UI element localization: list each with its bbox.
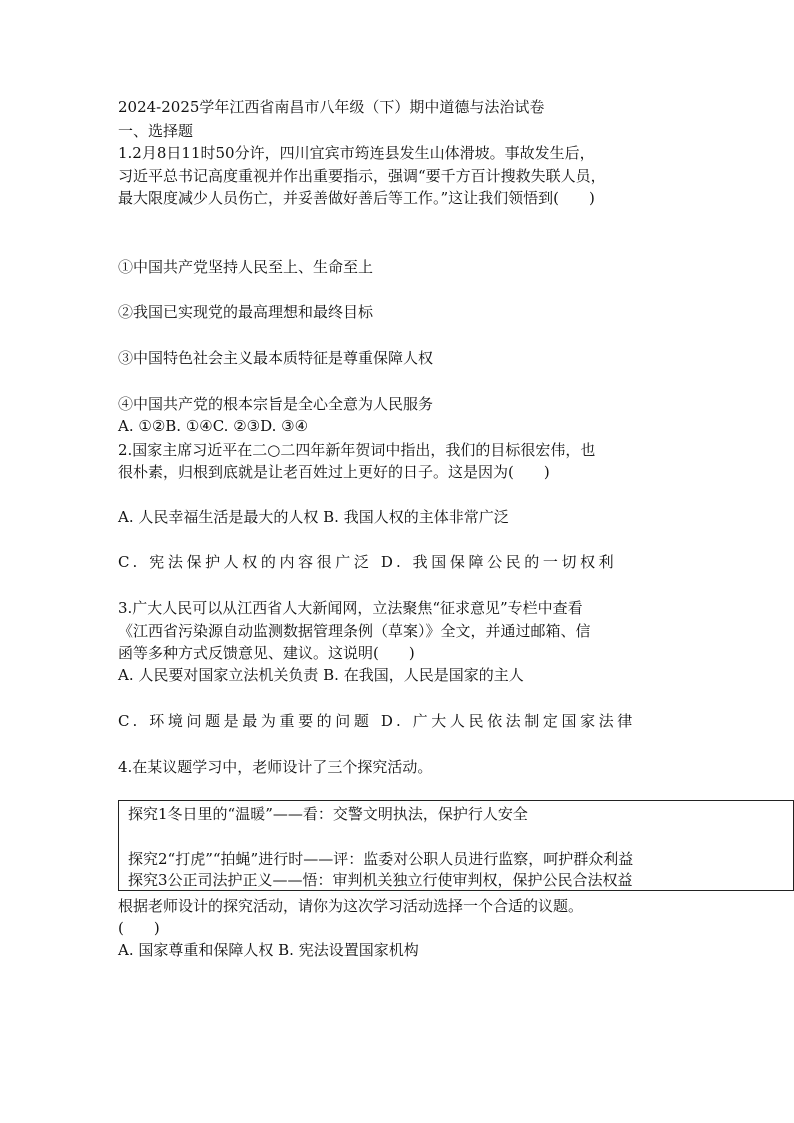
inquiry-3: 探究3公正司法护正义——悟：审判机关独立行使审判权，保护公民合法权益	[128, 871, 633, 889]
q1-item-1: ①中国共产党坚持人民至上、生命至上	[118, 258, 374, 276]
q1-stem-line-3: 最大限度减少人员伤亡，并妥善做好善后等工作。”这让我们领悟到( )	[118, 189, 595, 207]
q4-stem: 4.在某议题学习中，老师设计了三个探究活动。	[118, 758, 433, 776]
q1-item-4: ④中国共产党的根本宗旨是全心全意为人民服务	[118, 395, 434, 413]
exam-title: 2024-2025学年江西省南昌市八年级（下）期中道德与法治试卷	[118, 98, 545, 116]
q3-options-ab: A. 人民要对国家立法机关负责 B. 在我国，人民是国家的主人	[118, 666, 524, 684]
q2-options-cd	[118, 552, 674, 572]
q4-after-line-1: 根据老师设计的探究活动，请你为这次学习活动选择一个合适的议题。	[118, 897, 584, 915]
q1-stem-line-2: 习近平总书记高度重视并作出重要指示，强调“要千方百计搜救失联人员，	[118, 167, 606, 185]
q3-stem-line-2: 《江西省污染源自动监测数据管理条例（草案）》全文，并通过邮箱、信	[118, 622, 591, 640]
section-heading: 一、选择题	[118, 122, 194, 140]
q2-stem-line-1: 2.国家主席习近平在二○二四年新年贺词中指出，我们的目标很宏伟，也	[118, 441, 596, 459]
q4-options-ab: A. 国家尊重和保障人权 B. 宪法设置国家机构	[118, 941, 419, 959]
q1-item-2: ②我国已实现党的最高理想和最终目标	[118, 303, 374, 321]
q2-stem-line-2: 很朴素，归根到底就是让老百姓过上更好的日子。这是因为( )	[118, 463, 550, 481]
q3-options-cd	[118, 711, 674, 731]
q3-options-cd-text: C. 环境问题是最为重要的问题 D. 广大人民依法制定国家法律	[118, 712, 636, 730]
q3-stem-line-3: 函等多种方式反馈意见、建议。这说明( )	[118, 644, 415, 662]
q4-after-line-2: ( )	[118, 919, 160, 937]
inquiry-1: 探究1冬日里的“温暖”——看：交警文明执法，保护行人安全	[128, 805, 528, 823]
q3-stem-line-1: 3.广大人民可以从江西省人大新闻网，立法聚焦“征求意见”专栏中查看	[118, 599, 583, 617]
q1-stem-line-1: 1.2月8日11时50分许，四川宜宾市筠连县发生山体滑坡。事故发生后，	[118, 144, 595, 162]
inquiry-activities-box	[118, 800, 794, 891]
q2-options-cd-text: C. 宪法保护人权的内容很广泛 D. 我国保障公民的一切权利	[118, 553, 618, 571]
q1-options: A. ①②B. ①④C. ②③D. ③④	[118, 417, 309, 435]
q1-item-3: ③中国特色社会主义最本质特征是尊重保障人权	[118, 349, 434, 367]
q2-options-ab: A. 人民幸福生活是最大的人权 B. 我国人权的主体非常广泛	[118, 508, 509, 526]
inquiry-2: 探究2“打虎”“拍蝇”进行时——评：监委对公职人员进行监察，呵护群众利益	[128, 850, 634, 868]
